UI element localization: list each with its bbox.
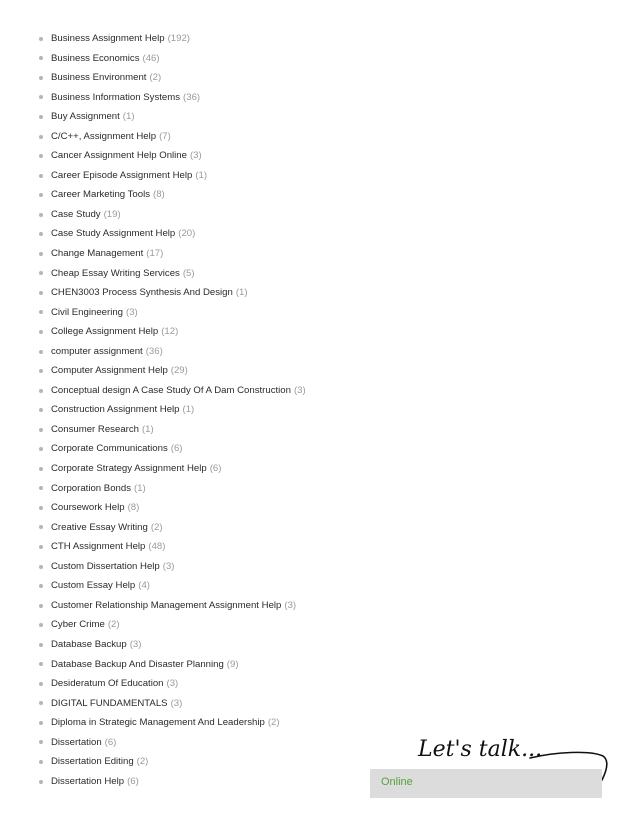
category-link[interactable]: Cancer Assignment Help Online	[51, 150, 187, 162]
bullet-icon	[39, 213, 43, 217]
category-item	[39, 88, 306, 108]
bullet-icon	[39, 701, 43, 705]
category-link[interactable]: CHEN3003 Process Synthesis And Design	[51, 287, 233, 299]
bullet-icon	[39, 291, 43, 295]
bullet-icon	[39, 232, 43, 236]
bullet-icon	[39, 174, 43, 178]
bullet-icon	[39, 408, 43, 412]
bullet-icon	[39, 271, 43, 275]
category-item	[39, 322, 306, 342]
chat-banner-text: Let's talk...	[418, 737, 543, 762]
bullet-icon	[39, 193, 43, 197]
category-item	[39, 772, 306, 792]
category-item	[39, 303, 306, 323]
bullet-icon	[39, 389, 43, 393]
bullet-icon	[39, 56, 43, 60]
category-link[interactable]: Business Information Systems	[51, 91, 181, 103]
category-count: (2)	[107, 619, 120, 631]
category-link[interactable]: Cyber Crime	[51, 619, 105, 631]
category-link[interactable]: Corporate Strategy Assignment Help	[51, 463, 207, 475]
bullet-icon	[39, 37, 43, 41]
category-link[interactable]: Computer Assignment Help	[51, 365, 168, 377]
category-count: (3)	[293, 384, 306, 396]
category-link[interactable]: Conceptual design A Case Study Of A Dam Construction	[51, 384, 291, 396]
category-count: (8)	[127, 502, 140, 514]
category-item	[39, 185, 306, 205]
category-item	[39, 205, 306, 225]
category-count: (29)	[170, 365, 188, 377]
bullet-icon	[39, 115, 43, 119]
category-link[interactable]: Database Backup	[51, 638, 127, 650]
category-link[interactable]: CTH Assignment Help	[51, 541, 146, 553]
category-count: (3)	[162, 560, 175, 572]
category-link[interactable]: Business Assignment Help	[51, 33, 165, 44]
category-link[interactable]: College Assignment Help	[51, 326, 159, 338]
category-count: (1)	[182, 404, 195, 416]
category-link[interactable]: Career Episode Assignment Help	[51, 169, 193, 181]
category-count: (3)	[126, 306, 138, 318]
category-count: (1)	[141, 423, 154, 435]
bullet-icon	[39, 350, 43, 354]
category-count: (36)	[183, 91, 201, 103]
bullet-icon	[39, 545, 43, 549]
bullet-icon	[39, 565, 43, 569]
category-count: (2)	[136, 756, 149, 768]
category-item	[39, 146, 306, 166]
category-count: (6)	[104, 736, 117, 748]
bullet-icon	[39, 662, 43, 666]
category-item	[39, 537, 306, 557]
category-count: (2)	[150, 521, 163, 533]
bullet-icon	[39, 252, 43, 256]
bullet-icon	[39, 682, 43, 686]
category-count: (3)	[189, 150, 202, 162]
category-item	[39, 381, 306, 401]
category-link[interactable]: Business Economics	[51, 52, 140, 64]
category-item	[39, 361, 306, 381]
bullet-icon	[39, 506, 43, 510]
category-item	[39, 557, 306, 577]
category-count: (3)	[129, 638, 142, 650]
category-link[interactable]: Database Backup And Disaster Planning	[51, 658, 224, 670]
bullet-icon	[39, 330, 43, 334]
category-count: (36)	[145, 345, 163, 357]
bullet-icon	[39, 584, 43, 588]
bullet-icon	[39, 780, 43, 784]
bullet-icon	[39, 95, 43, 99]
category-item	[39, 68, 306, 88]
category-count: (46)	[142, 52, 160, 64]
category-item	[39, 752, 306, 772]
category-item	[39, 576, 306, 596]
category-link[interactable]: Custom Dissertation Help	[51, 560, 160, 572]
category-count: (3)	[284, 599, 297, 611]
category-count: (3)	[166, 678, 179, 690]
category-count: (192)	[167, 33, 190, 44]
bullet-icon	[39, 76, 43, 80]
category-link[interactable]: Case Study Assignment Help	[51, 228, 176, 240]
category-link[interactable]: Corporate Communications	[51, 443, 168, 455]
category-item	[39, 498, 306, 518]
category-list	[39, 29, 306, 791]
category-count: (6)	[127, 775, 139, 787]
category-link[interactable]: computer assignment	[51, 345, 143, 357]
category-link[interactable]: Customer Relationship Management Assignment Help	[51, 599, 282, 611]
bullet-icon	[39, 643, 43, 647]
bullet-icon	[39, 486, 43, 490]
category-count: (5)	[182, 267, 195, 279]
category-count: (4)	[138, 580, 150, 592]
bullet-icon	[39, 604, 43, 608]
category-item	[39, 655, 306, 675]
category-count: (1)	[122, 111, 135, 123]
category-item	[39, 420, 306, 440]
bullet-icon	[39, 369, 43, 373]
category-link[interactable]: Change Management	[51, 248, 144, 260]
category-count: (2)	[267, 717, 280, 729]
category-link[interactable]: Dissertation	[51, 736, 102, 748]
category-count: (12)	[161, 326, 179, 338]
category-count: (48)	[148, 541, 166, 553]
category-item	[39, 459, 306, 479]
category-item	[39, 674, 306, 694]
category-count: (3)	[170, 697, 183, 709]
category-count: (1)	[134, 482, 146, 494]
category-link[interactable]: Desideratum Of Education	[51, 678, 164, 690]
chat-status-bar[interactable]	[370, 769, 602, 798]
category-link[interactable]: Dissertation Help	[51, 775, 125, 787]
category-item	[39, 615, 306, 635]
category-item	[39, 635, 306, 655]
category-item	[39, 107, 306, 127]
category-count: (6)	[170, 443, 183, 455]
category-item	[39, 733, 306, 753]
category-link[interactable]: Diploma in Strategic Management And Leadership	[51, 717, 265, 729]
bullet-icon	[39, 760, 43, 764]
category-link[interactable]: DIGITAL FUNDAMENTALS	[51, 697, 168, 709]
category-item	[39, 713, 306, 733]
category-item	[39, 518, 306, 538]
bullet-icon	[39, 154, 43, 158]
category-link[interactable]: Construction Assignment Help	[51, 404, 180, 416]
category-link[interactable]: Business Environment	[51, 72, 147, 84]
category-item	[39, 283, 306, 303]
category-link[interactable]: Civil Engineering	[51, 306, 123, 318]
category-count: (9)	[226, 658, 239, 670]
category-count: (2)	[149, 72, 162, 84]
category-link[interactable]: Custom Essay Help	[51, 580, 136, 592]
category-item	[39, 479, 306, 499]
category-count: (1)	[235, 287, 248, 299]
category-item	[39, 264, 306, 284]
category-item	[39, 596, 306, 616]
bullet-icon	[39, 740, 43, 744]
bullet-icon	[39, 525, 43, 529]
category-link[interactable]: Cheap Essay Writing Services	[51, 267, 180, 279]
category-link[interactable]: C/C++, Assignment Help	[51, 130, 157, 142]
category-count: (6)	[209, 463, 222, 475]
category-item	[39, 244, 306, 264]
category-link[interactable]: Corporation Bonds	[51, 482, 131, 494]
category-item	[39, 224, 306, 244]
category-item	[39, 400, 306, 420]
bullet-icon	[39, 721, 43, 725]
category-link[interactable]: Consumer Research	[51, 423, 139, 435]
category-count: (8)	[153, 189, 165, 201]
category-link[interactable]: Dissertation Editing	[51, 756, 134, 768]
category-item	[39, 166, 306, 186]
category-item	[39, 49, 306, 69]
category-link[interactable]: Coursework Help	[51, 502, 125, 514]
category-item	[39, 127, 306, 147]
category-item	[39, 29, 306, 49]
bullet-icon	[39, 447, 43, 451]
category-count: (7)	[159, 130, 171, 142]
category-item	[39, 342, 306, 362]
category-link[interactable]: Career Marketing Tools	[51, 189, 151, 201]
category-item	[39, 694, 306, 714]
category-link[interactable]: Case Study	[51, 208, 101, 220]
category-count: (20)	[178, 228, 196, 240]
category-count: (19)	[103, 208, 121, 220]
category-link[interactable]: Creative Essay Writing	[51, 521, 148, 533]
bullet-icon	[39, 135, 43, 139]
category-count: (17)	[146, 248, 164, 260]
bullet-icon	[39, 623, 43, 627]
category-link[interactable]: Buy Assignment	[51, 111, 120, 123]
bullet-icon	[39, 467, 43, 471]
category-item	[39, 439, 306, 459]
bullet-icon	[39, 428, 43, 432]
bullet-icon	[39, 310, 43, 314]
live-chat-widget[interactable]	[370, 728, 610, 798]
chat-status-text: Online	[381, 776, 413, 788]
category-count: (1)	[195, 169, 208, 181]
